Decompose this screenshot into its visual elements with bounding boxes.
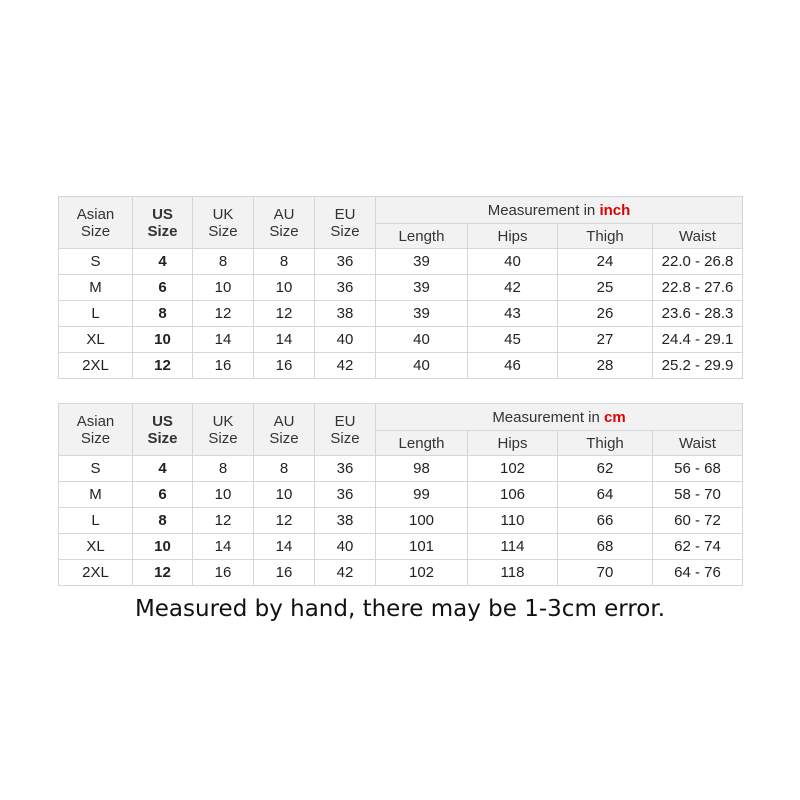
au-size-cell: 14 bbox=[254, 327, 315, 353]
au-size-cell: 10 bbox=[254, 275, 315, 301]
table-row bbox=[59, 275, 743, 301]
au-size-cell: 14 bbox=[254, 534, 315, 560]
asian-size-cell: L bbox=[59, 301, 133, 327]
length-cell: 39 bbox=[376, 301, 468, 327]
waist-cell: 24.4 - 29.1 bbox=[653, 327, 743, 353]
uk-size-cell: 16 bbox=[193, 353, 254, 379]
au-size-header: AU Size bbox=[254, 404, 315, 456]
uk-size-cell: 8 bbox=[193, 456, 254, 482]
table-row bbox=[59, 353, 743, 379]
uk-size-cell: 12 bbox=[193, 301, 254, 327]
asian-size-cell: S bbox=[59, 456, 133, 482]
uk-size-cell: 14 bbox=[193, 534, 254, 560]
hips-cell: 114 bbox=[468, 534, 558, 560]
waist-cell: 64 - 76 bbox=[653, 560, 743, 586]
measurement-title: Measurement in cm bbox=[376, 404, 743, 431]
thigh-cell: 70 bbox=[558, 560, 653, 586]
length-cell: 39 bbox=[376, 275, 468, 301]
thigh-header: Thigh bbox=[558, 431, 653, 456]
measurement-title: Measurement in inch bbox=[376, 197, 743, 224]
au-size-header: AU Size bbox=[254, 197, 315, 249]
waist-header: Waist bbox=[653, 224, 743, 249]
table-row bbox=[59, 534, 743, 560]
length-cell: 99 bbox=[376, 482, 468, 508]
table-row bbox=[59, 508, 743, 534]
table-row bbox=[59, 456, 743, 482]
size-table-inch bbox=[58, 196, 743, 379]
uk-size-cell: 8 bbox=[193, 249, 254, 275]
au-size-cell: 16 bbox=[254, 560, 315, 586]
hips-cell: 106 bbox=[468, 482, 558, 508]
hips-cell: 102 bbox=[468, 456, 558, 482]
thigh-cell: 25 bbox=[558, 275, 653, 301]
size-table-cm bbox=[58, 403, 743, 586]
length-header: Length bbox=[376, 431, 468, 456]
uk-size-cell: 10 bbox=[193, 482, 254, 508]
table-row bbox=[59, 482, 743, 508]
thigh-cell: 64 bbox=[558, 482, 653, 508]
inch-table-body bbox=[59, 197, 743, 379]
cm-header-row bbox=[59, 404, 743, 431]
eu-size-header: EU Size bbox=[315, 404, 376, 456]
au-size-cell: 8 bbox=[254, 249, 315, 275]
length-cell: 101 bbox=[376, 534, 468, 560]
length-cell: 98 bbox=[376, 456, 468, 482]
au-size-cell: 10 bbox=[254, 482, 315, 508]
eu-size-cell: 42 bbox=[315, 560, 376, 586]
inch-header-row bbox=[59, 197, 743, 224]
thigh-cell: 27 bbox=[558, 327, 653, 353]
au-size-cell: 16 bbox=[254, 353, 315, 379]
length-cell: 40 bbox=[376, 353, 468, 379]
length-cell: 100 bbox=[376, 508, 468, 534]
waist-cell: 25.2 - 29.9 bbox=[653, 353, 743, 379]
au-size-cell: 8 bbox=[254, 456, 315, 482]
us-size-header: US Size bbox=[133, 197, 193, 249]
length-header: Length bbox=[376, 224, 468, 249]
table-row bbox=[59, 327, 743, 353]
us-size-cell: 10 bbox=[133, 327, 193, 353]
thigh-header: Thigh bbox=[558, 224, 653, 249]
length-cell: 102 bbox=[376, 560, 468, 586]
eu-size-cell: 38 bbox=[315, 301, 376, 327]
waist-cell: 60 - 72 bbox=[653, 508, 743, 534]
au-size-cell: 12 bbox=[254, 301, 315, 327]
length-cell: 39 bbox=[376, 249, 468, 275]
us-size-cell: 10 bbox=[133, 534, 193, 560]
eu-size-cell: 36 bbox=[315, 275, 376, 301]
hips-cell: 46 bbox=[468, 353, 558, 379]
asian-size-cell: M bbox=[59, 482, 133, 508]
asian-size-cell: 2XL bbox=[59, 560, 133, 586]
table-row bbox=[59, 560, 743, 586]
us-size-cell: 8 bbox=[133, 301, 193, 327]
waist-cell: 56 - 68 bbox=[653, 456, 743, 482]
us-size-cell: 6 bbox=[133, 482, 193, 508]
asian-size-cell: L bbox=[59, 508, 133, 534]
waist-cell: 22.8 - 27.6 bbox=[653, 275, 743, 301]
hips-cell: 110 bbox=[468, 508, 558, 534]
waist-cell: 58 - 70 bbox=[653, 482, 743, 508]
uk-size-header: UK Size bbox=[193, 404, 254, 456]
thigh-cell: 28 bbox=[558, 353, 653, 379]
thigh-cell: 62 bbox=[558, 456, 653, 482]
waist-cell: 22.0 - 26.8 bbox=[653, 249, 743, 275]
hips-header: Hips bbox=[468, 431, 558, 456]
eu-size-header: EU Size bbox=[315, 197, 376, 249]
hips-header: Hips bbox=[468, 224, 558, 249]
measurement-unit: cm bbox=[604, 408, 626, 426]
uk-size-cell: 10 bbox=[193, 275, 254, 301]
hips-cell: 43 bbox=[468, 301, 558, 327]
length-cell: 40 bbox=[376, 327, 468, 353]
asian-size-cell: M bbox=[59, 275, 133, 301]
asian-size-cell: 2XL bbox=[59, 353, 133, 379]
uk-size-cell: 16 bbox=[193, 560, 254, 586]
eu-size-cell: 42 bbox=[315, 353, 376, 379]
asian-size-header: Asian Size bbox=[59, 404, 133, 456]
table-row bbox=[59, 249, 743, 275]
us-size-cell: 4 bbox=[133, 249, 193, 275]
au-size-cell: 12 bbox=[254, 508, 315, 534]
us-size-cell: 8 bbox=[133, 508, 193, 534]
hips-cell: 40 bbox=[468, 249, 558, 275]
waist-header: Waist bbox=[653, 431, 743, 456]
us-size-cell: 4 bbox=[133, 456, 193, 482]
measurement-unit: inch bbox=[599, 201, 631, 219]
hips-cell: 42 bbox=[468, 275, 558, 301]
cm-table-body bbox=[59, 404, 743, 586]
asian-size-cell: XL bbox=[59, 534, 133, 560]
uk-size-cell: 14 bbox=[193, 327, 254, 353]
footnote: Measured by hand, there may be 1-3cm error. bbox=[134, 596, 666, 622]
hips-cell: 45 bbox=[468, 327, 558, 353]
eu-size-cell: 38 bbox=[315, 508, 376, 534]
eu-size-cell: 36 bbox=[315, 456, 376, 482]
us-size-cell: 12 bbox=[133, 560, 193, 586]
thigh-cell: 68 bbox=[558, 534, 653, 560]
us-size-cell: 12 bbox=[133, 353, 193, 379]
asian-size-header: Asian Size bbox=[59, 197, 133, 249]
us-size-header: US Size bbox=[133, 404, 193, 456]
uk-size-header: UK Size bbox=[193, 197, 254, 249]
asian-size-cell: XL bbox=[59, 327, 133, 353]
eu-size-cell: 36 bbox=[315, 249, 376, 275]
waist-cell: 62 - 74 bbox=[653, 534, 743, 560]
waist-cell: 23.6 - 28.3 bbox=[653, 301, 743, 327]
us-size-cell: 6 bbox=[133, 275, 193, 301]
hips-cell: 118 bbox=[468, 560, 558, 586]
table-row bbox=[59, 301, 743, 327]
eu-size-cell: 40 bbox=[315, 327, 376, 353]
eu-size-cell: 36 bbox=[315, 482, 376, 508]
eu-size-cell: 40 bbox=[315, 534, 376, 560]
uk-size-cell: 12 bbox=[193, 508, 254, 534]
thigh-cell: 66 bbox=[558, 508, 653, 534]
thigh-cell: 24 bbox=[558, 249, 653, 275]
thigh-cell: 26 bbox=[558, 301, 653, 327]
asian-size-cell: S bbox=[59, 249, 133, 275]
